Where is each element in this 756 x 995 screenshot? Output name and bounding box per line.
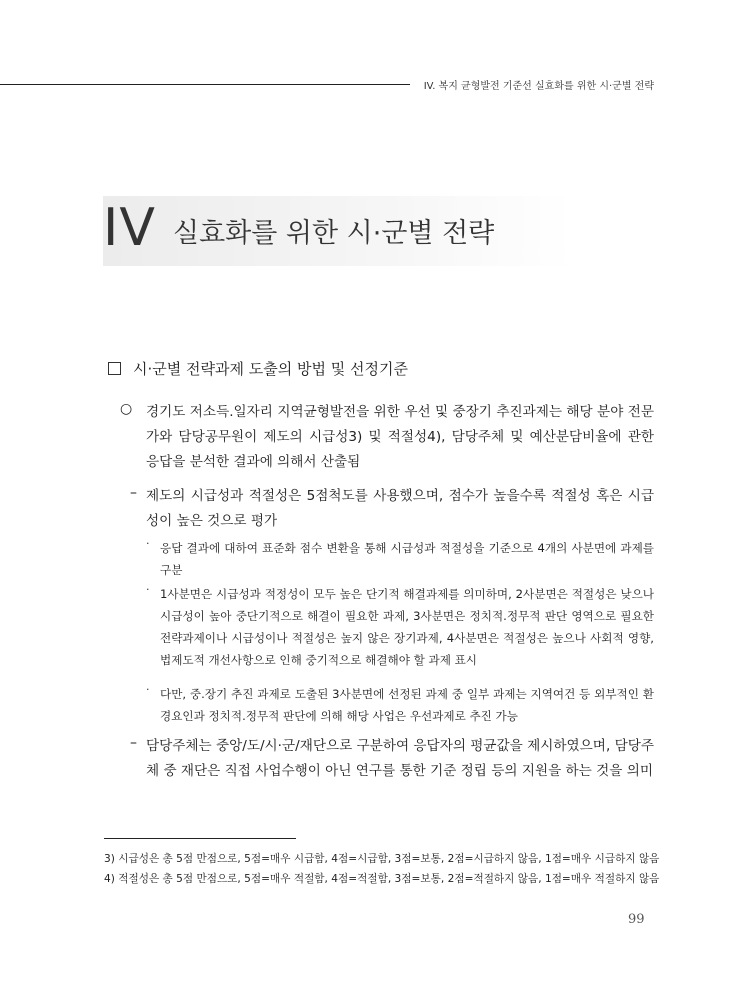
circle-bullet-icon: ○ — [120, 401, 133, 417]
dash-bullet-icon: – — [130, 485, 137, 501]
chapter-banner — [103, 196, 573, 266]
chapter-title: 실효화를 위한 시·군별 전략 — [173, 218, 495, 249]
header-rule — [0, 84, 410, 85]
checkbox-square-icon — [108, 362, 121, 375]
chapter-numeral: IV — [103, 198, 156, 258]
dot-bullet-icon: · — [146, 683, 150, 696]
page-number: 99 — [628, 912, 645, 927]
paragraph-responsibility: 담당주체는 중앙/도/시·군/재단으로 구분하여 응답자의 평균값을 제시하였으며, 담당주체 중 재단은 직접 사업수행이 아닌 연구를 통한 기준 정립 등의 지원을 하는 것을 의미 — [146, 738, 654, 779]
dot-bullet-icon: · — [146, 537, 150, 550]
footnote-4: 4) 적절성은 총 5점 만점으로, 5점=매우 적절함, 4점=적절함, 3점=보통, 2점=적절하지 않음, 1점=매우 적절하지 않음 — [104, 873, 660, 885]
section-heading — [108, 358, 408, 379]
sub-item-standardization: 응답 결과에 대하여 표준화 점수 변환을 통해 시급성과 적절성을 기준으로 4개의 사분면에 과제를 구분 — [160, 541, 654, 577]
footnote-3: 3) 시급성은 총 5점 만점으로, 5점=매우 시급함, 4점=시급함, 3점=보통, 2점=시급하지 않음, 1점=매우 시급하지 않음 — [104, 853, 660, 865]
sub-item-exception: 다만, 중.장기 추진 과제로 도출된 3사분면에 선정된 과제 중 일부 과제는 지역여건 등 외부적인 환경요인과 정치적.정무적 판단에 의해 해당 사업은 우선과제로 추진 가능 — [160, 687, 654, 723]
dash-bullet-icon: – — [130, 735, 137, 751]
dot-bullet-icon: · — [146, 583, 150, 596]
paragraph-scale: 제도의 시급성과 적절성은 5점척도를 사용했으며, 점수가 높을수록 적절성 혹은 시급성이 높은 것으로 평가 — [146, 488, 654, 529]
section-heading-text: 시·군별 전략과제 도출의 방법 및 선정기준 — [133, 360, 408, 378]
footnote-rule — [104, 838, 296, 839]
running-header: IV. 복지 균형발전 기준선 실효화를 위한 시·군별 전략 — [423, 81, 654, 92]
sub-item-quadrants: 1사분면은 시급성과 적정성이 모두 높은 단기적 해결과제를 의미하며, 2사분면은 적절성은 낮으나 시급성이 높아 중단기적으로 해결이 필요한 과제, 3사분면은 정치적.정무적 판단 영역으로 필요한 전략과제이나 시급성이나 적절성은 높지 않은 장기과제, 4사분면은 적절성은 높으나 사회적 영향, 법제도적 개선사항으로 인해 중기적으로 해결해야 할 과제 표시 — [160, 587, 654, 667]
paragraph-overview: 경기도 저소득.일자리 지역균형발전을 위한 우선 및 중장기 추진과제는 해당 분야 전문가와 담당공무원이 제도의 시급성3) 및 적절성4), 담당주체 및 예산분담비율에 관한 응답을 분석한 결과에 의해서 산출됨 — [146, 404, 654, 470]
